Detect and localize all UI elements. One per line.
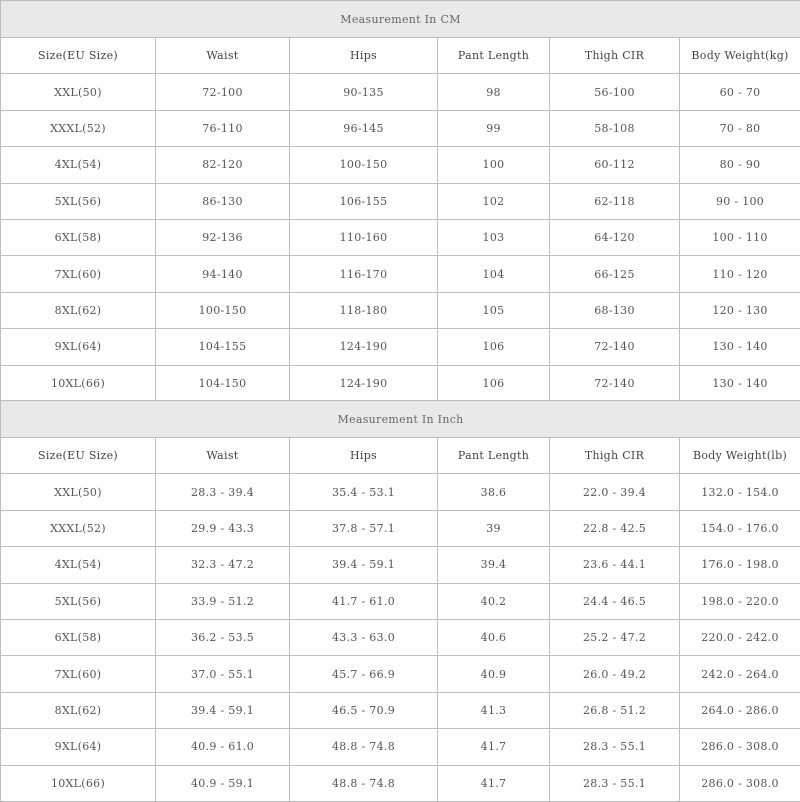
measurement-cell: 58-108	[550, 110, 680, 146]
measurement-cell: 82-120	[156, 147, 290, 183]
measurement-cell: 32.3 - 47.2	[156, 547, 290, 583]
measurement-cell: 100	[438, 147, 550, 183]
measurement-cell: 80 - 90	[680, 147, 800, 183]
cm-column-header: Hips	[290, 38, 438, 74]
measurement-cell: 41.7	[438, 729, 550, 765]
table-row	[1, 656, 800, 692]
table-row	[1, 583, 800, 619]
measurement-cell: 124-190	[290, 329, 438, 365]
table-row	[1, 692, 800, 728]
measurement-cell: 110-160	[290, 219, 438, 255]
measurement-cell: 106	[438, 365, 550, 401]
size-cell: XXXL(52)	[1, 510, 156, 546]
table-row	[1, 729, 800, 765]
inch-column-header: Pant Length	[438, 438, 550, 474]
measurement-cell: 118-180	[290, 292, 438, 328]
size-cell: 8XL(62)	[1, 292, 156, 328]
measurement-cell: 46.5 - 70.9	[290, 692, 438, 728]
measurement-cell: 130 - 140	[680, 365, 800, 401]
cm-header-row	[1, 38, 800, 74]
table-row	[1, 219, 800, 255]
size-cell: 7XL(60)	[1, 656, 156, 692]
size-cell: XXXL(52)	[1, 110, 156, 146]
size-cell: 6XL(58)	[1, 219, 156, 255]
measurement-cell: 286.0 - 308.0	[680, 765, 800, 801]
measurement-cell: 39.4	[438, 547, 550, 583]
table-row	[1, 110, 800, 146]
measurement-cell: 22.0 - 39.4	[550, 474, 680, 510]
measurement-cell: 26.0 - 49.2	[550, 656, 680, 692]
measurement-cell: 104	[438, 256, 550, 292]
measurement-cell: 25.2 - 47.2	[550, 619, 680, 655]
inch-section	[0, 400, 800, 800]
measurement-cell: 286.0 - 308.0	[680, 729, 800, 765]
measurement-cell: 116-170	[290, 256, 438, 292]
measurement-cell: 37.8 - 57.1	[290, 510, 438, 546]
measurement-cell: 35.4 - 53.1	[290, 474, 438, 510]
size-cell: 10XL(66)	[1, 765, 156, 801]
table-row	[1, 619, 800, 655]
measurement-cell: 103	[438, 219, 550, 255]
cm-column-header: Size(EU Size)	[1, 38, 156, 74]
measurement-cell: 105	[438, 292, 550, 328]
table-row	[1, 474, 800, 510]
measurement-cell: 24.4 - 46.5	[550, 583, 680, 619]
measurement-cell: 120 - 130	[680, 292, 800, 328]
measurement-cell: 26.8 - 51.2	[550, 692, 680, 728]
size-cell: 10XL(66)	[1, 365, 156, 401]
measurement-cell: 176.0 - 198.0	[680, 547, 800, 583]
size-cell: 4XL(54)	[1, 147, 156, 183]
measurement-cell: 23.6 - 44.1	[550, 547, 680, 583]
measurement-cell: 104-155	[156, 329, 290, 365]
inch-column-header: Body Weight(lb)	[680, 438, 800, 474]
table-row	[1, 292, 800, 328]
measurement-cell: 41.3	[438, 692, 550, 728]
table-row	[1, 365, 800, 401]
measurement-cell: 36.2 - 53.5	[156, 619, 290, 655]
size-cell: 5XL(56)	[1, 183, 156, 219]
cm-column-header: Pant Length	[438, 38, 550, 74]
measurement-cell: 96-145	[290, 110, 438, 146]
measurement-cell: 76-110	[156, 110, 290, 146]
cm-section	[0, 0, 800, 400]
measurement-cell: 98	[438, 74, 550, 110]
measurement-cell: 40.9 - 61.0	[156, 729, 290, 765]
cm-column-header: Body Weight(kg)	[680, 38, 800, 74]
table-row	[1, 147, 800, 183]
measurement-cell: 60-112	[550, 147, 680, 183]
measurement-cell: 100-150	[156, 292, 290, 328]
measurement-cell: 28.3 - 55.1	[550, 765, 680, 801]
inch-column-header: Waist	[156, 438, 290, 474]
measurement-cell: 264.0 - 286.0	[680, 692, 800, 728]
measurement-cell: 45.7 - 66.9	[290, 656, 438, 692]
measurement-cell: 64-120	[550, 219, 680, 255]
measurement-cell: 41.7	[438, 765, 550, 801]
inch-column-header: Size(EU Size)	[1, 438, 156, 474]
measurement-cell: 48.8 - 74.8	[290, 765, 438, 801]
cm-table-body	[1, 74, 800, 402]
size-cell: 4XL(54)	[1, 547, 156, 583]
table-row	[1, 256, 800, 292]
table-row	[1, 183, 800, 219]
measurement-cell: 39.4 - 59.1	[156, 692, 290, 728]
measurement-cell: 39.4 - 59.1	[290, 547, 438, 583]
measurement-cell: 132.0 - 154.0	[680, 474, 800, 510]
measurement-cell: 92-136	[156, 219, 290, 255]
cm-column-header: Thigh CIR	[550, 38, 680, 74]
inch-header-row	[1, 438, 800, 474]
inch-column-header: Thigh CIR	[550, 438, 680, 474]
size-cell: 9XL(64)	[1, 329, 156, 365]
size-cell: XXL(50)	[1, 74, 156, 110]
cm-column-header: Waist	[156, 38, 290, 74]
measurement-cell: 99	[438, 110, 550, 146]
measurement-cell: 124-190	[290, 365, 438, 401]
measurement-cell: 130 - 140	[680, 329, 800, 365]
inch-size-table	[0, 400, 800, 802]
measurement-cell: 90-135	[290, 74, 438, 110]
measurement-cell: 62-118	[550, 183, 680, 219]
size-cell: XXL(50)	[1, 474, 156, 510]
measurement-cell: 68-130	[550, 292, 680, 328]
measurement-cell: 38.6	[438, 474, 550, 510]
measurement-cell: 220.0 - 242.0	[680, 619, 800, 655]
size-cell: 9XL(64)	[1, 729, 156, 765]
measurement-cell: 154.0 - 176.0	[680, 510, 800, 546]
measurement-cell: 242.0 - 264.0	[680, 656, 800, 692]
table-row	[1, 510, 800, 546]
measurement-cell: 198.0 - 220.0	[680, 583, 800, 619]
measurement-cell: 86-130	[156, 183, 290, 219]
inch-column-header: Hips	[290, 438, 438, 474]
measurement-cell: 102	[438, 183, 550, 219]
measurement-cell: 37.0 - 55.1	[156, 656, 290, 692]
measurement-cell: 100 - 110	[680, 219, 800, 255]
measurement-cell: 94-140	[156, 256, 290, 292]
measurement-cell: 40.9 - 59.1	[156, 765, 290, 801]
measurement-cell: 28.3 - 55.1	[550, 729, 680, 765]
measurement-cell: 72-140	[550, 365, 680, 401]
cm-table-caption: Measurement In CM	[1, 1, 800, 38]
measurement-cell: 100-150	[290, 147, 438, 183]
size-cell: 6XL(58)	[1, 619, 156, 655]
table-row	[1, 329, 800, 365]
measurement-cell: 70 - 80	[680, 110, 800, 146]
measurement-cell: 90 - 100	[680, 183, 800, 219]
measurement-cell: 72-100	[156, 74, 290, 110]
measurement-cell: 110 - 120	[680, 256, 800, 292]
inch-table-caption: Measurement In Inch	[1, 401, 800, 438]
measurement-cell: 56-100	[550, 74, 680, 110]
measurement-cell: 39	[438, 510, 550, 546]
measurement-cell: 106	[438, 329, 550, 365]
inch-table-body	[1, 474, 800, 802]
measurement-cell: 106-155	[290, 183, 438, 219]
table-row	[1, 765, 800, 801]
table-row	[1, 547, 800, 583]
size-cell: 8XL(62)	[1, 692, 156, 728]
measurement-cell: 48.8 - 74.8	[290, 729, 438, 765]
size-cell: 5XL(56)	[1, 583, 156, 619]
measurement-cell: 43.3 - 63.0	[290, 619, 438, 655]
measurement-cell: 29.9 - 43.3	[156, 510, 290, 546]
measurement-cell: 40.9	[438, 656, 550, 692]
measurement-cell: 40.6	[438, 619, 550, 655]
size-cell: 7XL(60)	[1, 256, 156, 292]
measurement-cell: 72-140	[550, 329, 680, 365]
measurement-cell: 33.9 - 51.2	[156, 583, 290, 619]
measurement-cell: 66-125	[550, 256, 680, 292]
measurement-cell: 28.3 - 39.4	[156, 474, 290, 510]
measurement-cell: 41.7 - 61.0	[290, 583, 438, 619]
measurement-cell: 22.8 - 42.5	[550, 510, 680, 546]
measurement-cell: 40.2	[438, 583, 550, 619]
measurement-cell: 60 - 70	[680, 74, 800, 110]
measurement-cell: 104-150	[156, 365, 290, 401]
table-row	[1, 74, 800, 110]
